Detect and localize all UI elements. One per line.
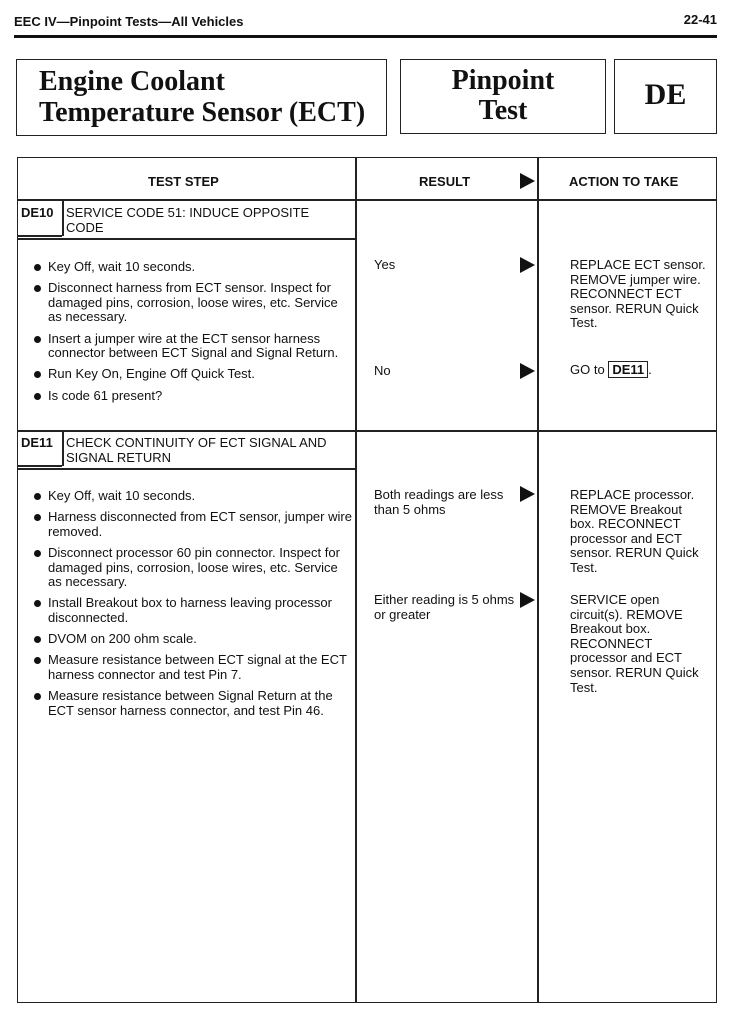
instruction-item: Insert a jumper wire at the ECT sensor harness connector between ECT Signal and Signal Return. xyxy=(33,332,353,361)
instruction-item: Harness disconnected from ECT sensor, jumper wire removed. xyxy=(33,510,353,539)
manual-section-header: EEC IV—Pinpoint Tests—All Vehicles xyxy=(14,14,244,29)
title-box xyxy=(16,59,387,136)
test-code-box xyxy=(614,59,717,134)
result-text: Yes xyxy=(374,257,396,272)
test-code: DE xyxy=(644,78,687,111)
step-id-box-line xyxy=(62,199,64,236)
step-instructions xyxy=(33,489,353,725)
goto-suffix: . xyxy=(648,362,652,377)
instruction-item: Key Off, wait 10 seconds. xyxy=(33,489,353,504)
result-text: Either reading is 5 ohms or greater xyxy=(374,592,515,622)
step-instructions xyxy=(33,260,353,410)
step-title: SERVICE CODE 51: INDUCE OPPOSITE CODE xyxy=(66,205,310,235)
goto-step-ref[interactable]: DE11 xyxy=(608,361,648,378)
instruction-item: Disconnect processor 60 pin connector. Inspect for damaged pins, corrosion, loose wires, etc. Service as necessary. xyxy=(33,546,353,590)
step-id: DE10 xyxy=(21,205,54,220)
result-arrow-icon xyxy=(520,363,535,379)
title-line-2: Temperature Sensor (ECT) xyxy=(39,97,366,128)
step-divider xyxy=(18,430,716,432)
instruction-item: DVOM on 200 ohm scale. xyxy=(33,632,353,647)
step-id-box-line xyxy=(18,235,62,237)
page-number: 22-41 xyxy=(683,12,717,27)
pinpoint-label: Pinpoint xyxy=(451,65,555,96)
instruction-item: Install Breakout box to harness leaving processor disconnected. xyxy=(33,596,353,625)
column-divider xyxy=(355,158,357,1002)
column-divider xyxy=(537,158,539,1002)
column-header-test-step: TEST STEP xyxy=(148,174,219,189)
header-divider xyxy=(18,199,716,201)
instruction-item: Is code 61 present? xyxy=(33,389,353,404)
step-id: DE11 xyxy=(21,435,53,450)
result-arrow-icon xyxy=(520,173,535,189)
title-line-1: Engine Coolant xyxy=(39,66,225,97)
pinpoint-test-box xyxy=(400,59,606,134)
step-id-box-line xyxy=(62,430,64,466)
action-text: REPLACE processor. REMOVE Breakout box. RECONNECT processor and ECT sensor. RERUN Quick Test. xyxy=(570,487,699,575)
test-label: Test xyxy=(478,95,528,126)
instruction-item: Disconnect harness from ECT sensor. Inspect for damaged pins, corrosion, loose wires, etc. Service as necessary. xyxy=(33,281,353,325)
action-goto xyxy=(570,361,710,378)
step-title-underline xyxy=(18,238,356,240)
result-text: Both readings are less than 5 ohms xyxy=(374,487,504,517)
instruction-item: Run Key On, Engine Off Quick Test. xyxy=(33,367,353,382)
result-arrow-icon xyxy=(520,257,535,273)
instruction-item: Measure resistance between Signal Return at the ECT sensor harness connector, and test Pin 46. xyxy=(33,689,353,718)
instruction-item: Key Off, wait 10 seconds. xyxy=(33,260,353,275)
action-text: SERVICE open circuit(s). REMOVE Breakout box. RECONNECT processor and ECT sensor. RERUN Quick Test. xyxy=(570,592,699,695)
result-arrow-icon xyxy=(520,592,535,608)
test-table xyxy=(17,157,717,1003)
goto-label: GO to xyxy=(570,362,605,377)
column-header-result: RESULT xyxy=(419,174,471,189)
result-text: No xyxy=(374,363,391,378)
instruction-item: Measure resistance between ECT signal at the ECT harness connector and test Pin 7. xyxy=(33,653,353,682)
column-header-action: ACTION TO TAKE xyxy=(569,174,679,189)
action-text: REPLACE ECT sensor. REMOVE jumper wire. RECONNECT ECT sensor. RERUN Quick Test. xyxy=(570,257,706,331)
header-rule xyxy=(14,35,717,38)
step-id-box-line xyxy=(18,465,62,467)
result-arrow-icon xyxy=(520,486,535,502)
step-title-underline xyxy=(18,468,356,470)
step-title: CHECK CONTINUITY OF ECT SIGNAL AND SIGNAL RETURN xyxy=(66,435,327,465)
